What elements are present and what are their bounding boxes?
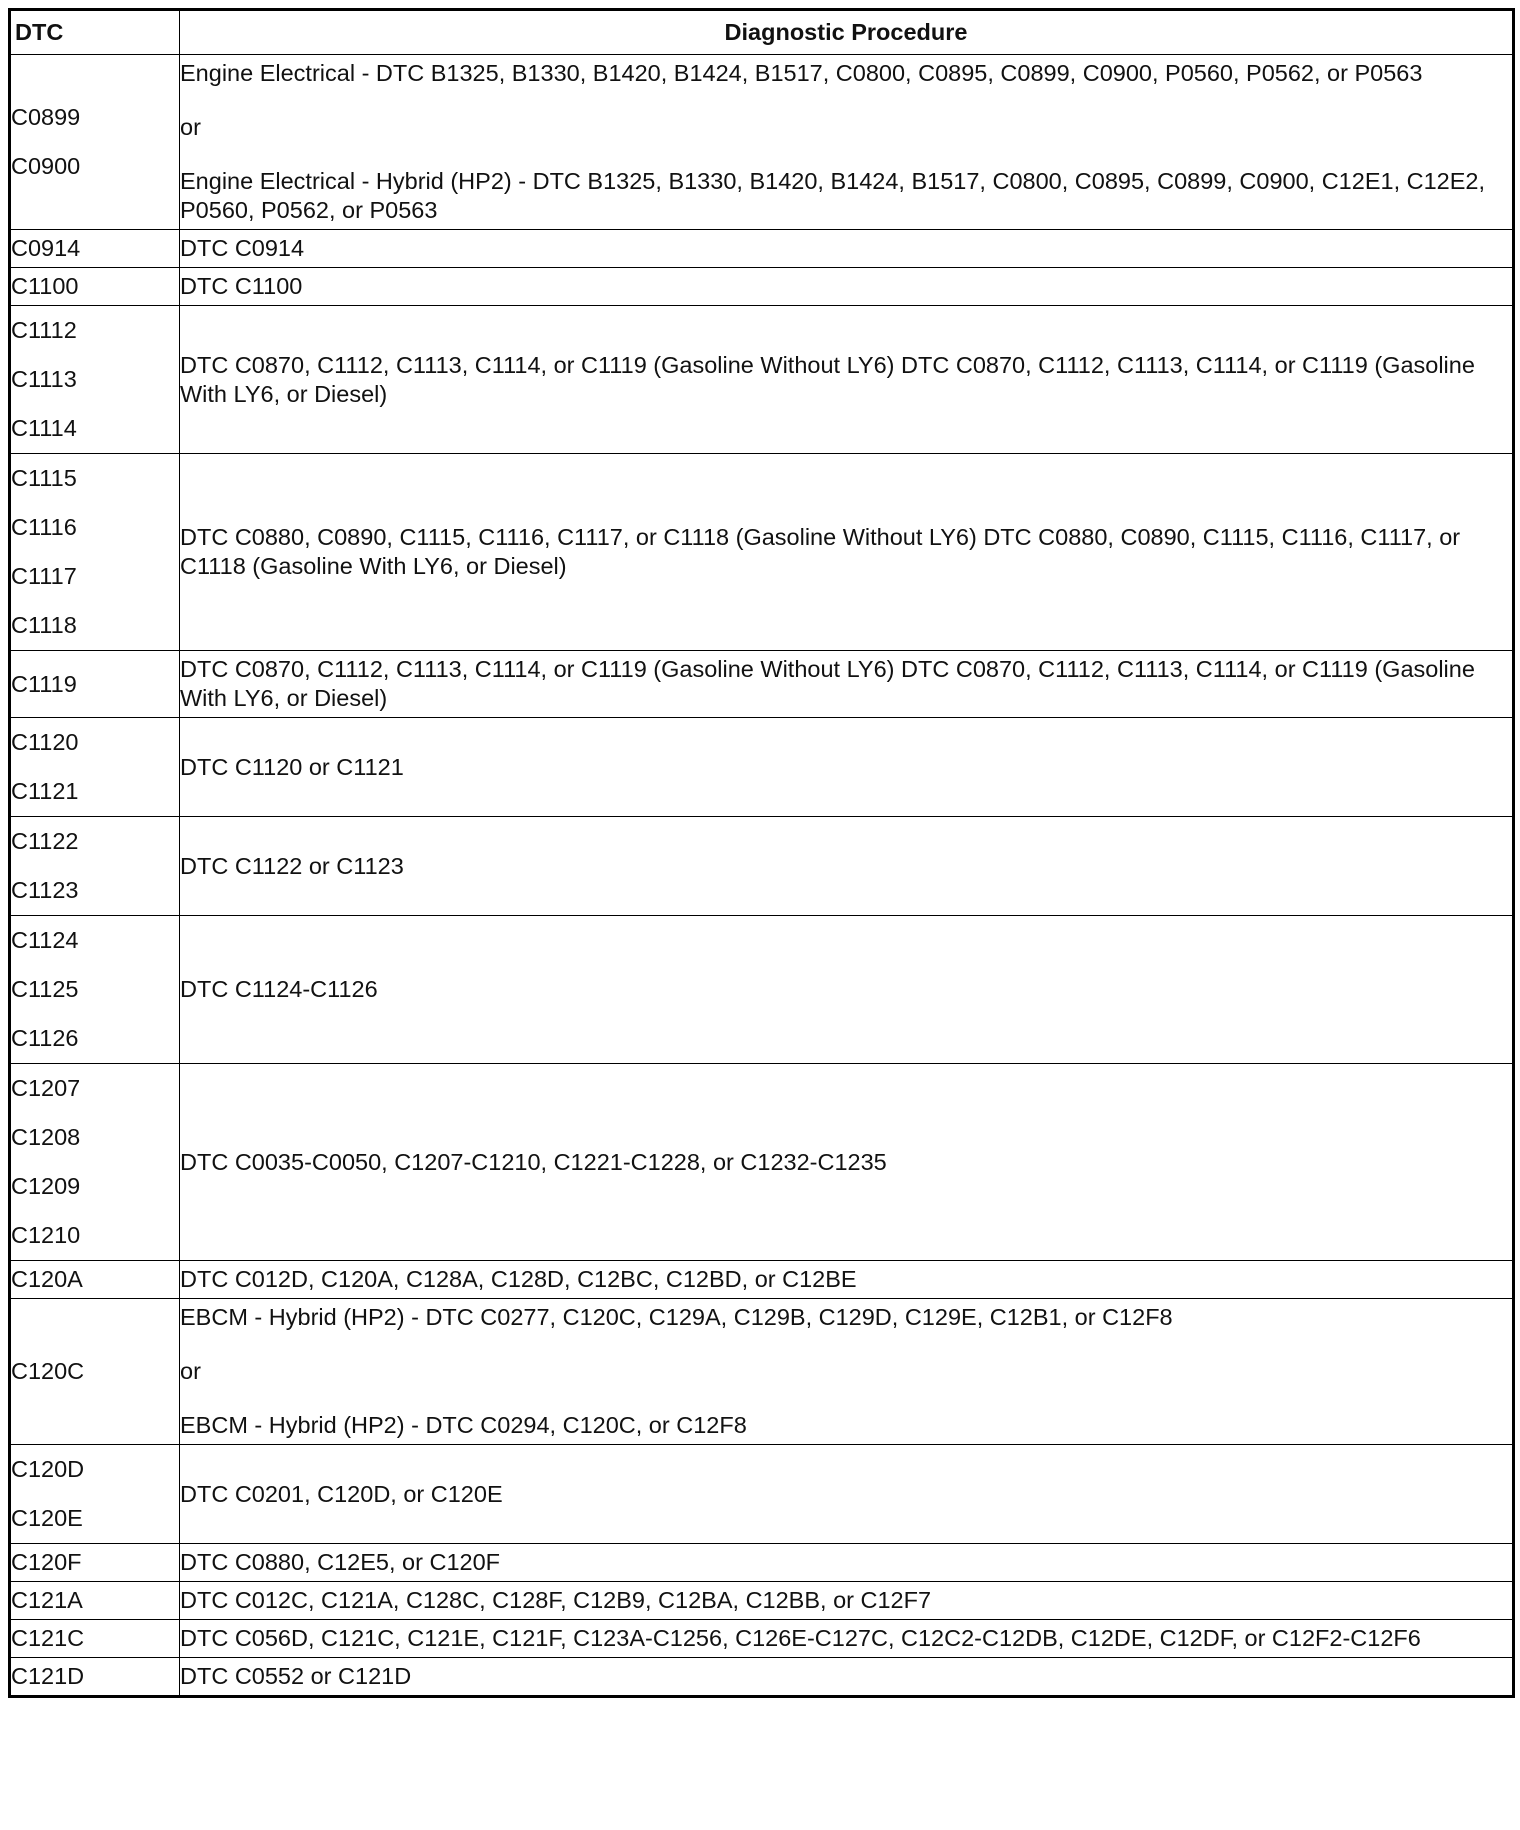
dtc-code-cell xyxy=(10,1620,180,1658)
procedure-text: DTC C0880, C0890, C1115, C1116, C1117, or C1118 (Gasoline Without LY6) DTC C0880, C0890, C1115, C1116, C1117, or C1118 (Gasoline With LY6, or Diesel) xyxy=(180,524,1461,579)
diagnostic-procedure-cell xyxy=(180,1658,1514,1697)
table-row xyxy=(10,651,1514,718)
dtc-code: C1121 xyxy=(11,778,79,804)
diagnostic-procedure-cell xyxy=(180,454,1514,651)
dtc-table xyxy=(8,8,1515,1698)
procedure-text: DTC C1120 or C1121 xyxy=(180,753,404,780)
procedure-column-header: Diagnostic Procedure xyxy=(180,10,1514,55)
diagnostic-procedure-cell xyxy=(180,1261,1514,1299)
table-row xyxy=(10,306,1514,454)
diagnostic-procedure-cell xyxy=(180,55,1514,230)
diagnostic-procedure-cell xyxy=(180,1620,1514,1658)
diagnostic-procedure-cell xyxy=(180,916,1514,1064)
diagnostic-procedure-cell xyxy=(180,1544,1514,1582)
table-row xyxy=(10,454,1514,651)
table-row xyxy=(10,1261,1514,1299)
dtc-code: C1114 xyxy=(11,415,77,441)
dtc-column-header: DTC xyxy=(10,10,180,55)
dtc-code: C120A xyxy=(11,1266,83,1292)
dtc-code-cell xyxy=(10,1544,180,1582)
dtc-code-cell xyxy=(10,55,180,230)
diagnostic-procedure-cell xyxy=(180,817,1514,916)
dtc-code-cell xyxy=(10,916,180,1064)
procedure-text: DTC C1122 or C1123 xyxy=(180,852,404,879)
diagnostic-procedure-cell xyxy=(180,651,1514,718)
procedure-separator: or xyxy=(180,114,201,140)
table-row xyxy=(10,55,1514,230)
diagnostic-procedure-cell xyxy=(180,268,1514,306)
diagnostic-procedure-cell xyxy=(180,1582,1514,1620)
table-row xyxy=(10,817,1514,916)
procedure-text: DTC C0870, C1112, C1113, C1114, or C1119 (Gasoline Without LY6) DTC C0870, C1112, C1113, C1114, or C1119 (Gasoline With LY6, or Diesel) xyxy=(180,656,1475,711)
dtc-code: C120D xyxy=(11,1456,85,1482)
dtc-code-cell xyxy=(10,1064,180,1261)
dtc-code: C1125 xyxy=(11,976,79,1002)
dtc-code-cell xyxy=(10,1582,180,1620)
dtc-code: C120C xyxy=(11,1358,85,1384)
dtc-code: C1117 xyxy=(11,563,77,589)
dtc-code-cell xyxy=(10,718,180,817)
table-row xyxy=(10,1064,1514,1261)
diagnostic-procedure-cell xyxy=(180,1445,1514,1544)
procedure-text: DTC C0035-C0050, C1207-C1210, C1221-C1228, or C1232-C1235 xyxy=(180,1148,887,1175)
procedure-text: DTC C0880, C12E5, or C120F xyxy=(180,1549,501,1575)
dtc-code: C0900 xyxy=(11,153,81,179)
procedure-text: EBCM - Hybrid (HP2) - DTC C0277, C120C, C129A, C129B, C129D, C129E, C12B1, or C12F8 xyxy=(180,1304,1173,1330)
table-row xyxy=(10,1620,1514,1658)
procedure-separator: or xyxy=(180,1358,201,1384)
table-row xyxy=(10,718,1514,817)
dtc-code: C0899 xyxy=(11,104,81,130)
diagnostic-procedure-cell xyxy=(180,1299,1514,1445)
dtc-code-cell xyxy=(10,306,180,454)
table-row xyxy=(10,1544,1514,1582)
dtc-code-cell xyxy=(10,268,180,306)
table-row xyxy=(10,1299,1514,1445)
procedure-text: DTC C0870, C1112, C1113, C1114, or C1119 (Gasoline Without LY6) DTC C0870, C1112, C1113, C1114, or C1119 (Gasoline With LY6, or Diesel) xyxy=(180,351,1475,407)
dtc-code: C121A xyxy=(11,1587,83,1613)
dtc-code: C0914 xyxy=(11,235,81,261)
procedure-text: Engine Electrical - Hybrid (HP2) - DTC B1325, B1330, B1420, B1424, B1517, C0800, C0895, C0899, C0900, C12E1, C12E2, P0560, P0562, or P0563 xyxy=(180,168,1486,223)
dtc-code: C1116 xyxy=(11,514,77,540)
procedure-text: DTC C0552 or C121D xyxy=(180,1663,412,1689)
procedure-text: DTC C0914 xyxy=(180,235,305,261)
dtc-code-cell xyxy=(10,454,180,651)
dtc-code-cell xyxy=(10,230,180,268)
diagnostic-procedure-cell xyxy=(180,1064,1514,1261)
table-row xyxy=(10,230,1514,268)
dtc-code: C1207 xyxy=(11,1075,81,1101)
dtc-code: C1208 xyxy=(11,1124,81,1150)
table-row xyxy=(10,268,1514,306)
table-row xyxy=(10,916,1514,1064)
diagnostic-procedure-cell xyxy=(180,230,1514,268)
dtc-code: C121C xyxy=(11,1625,85,1651)
procedure-text: DTC C012D, C120A, C128A, C128D, C12BC, C12BD, or C12BE xyxy=(180,1266,857,1292)
procedure-text: Engine Electrical - DTC B1325, B1330, B1420, B1424, B1517, C0800, C0895, C0899, C0900, P0560, P0562, or P0563 xyxy=(180,60,1423,86)
dtc-code: C1118 xyxy=(11,612,77,638)
dtc-code-cell xyxy=(10,1261,180,1299)
dtc-code: C1209 xyxy=(11,1173,81,1199)
table-body xyxy=(10,55,1514,1697)
dtc-code: C120E xyxy=(11,1505,83,1531)
procedure-text: EBCM - Hybrid (HP2) - DTC C0294, C120C, or C12F8 xyxy=(180,1412,747,1438)
dtc-code: C1119 xyxy=(11,670,77,697)
dtc-code: C1120 xyxy=(11,729,79,755)
dtc-code: C121D xyxy=(11,1663,85,1689)
dtc-code: C1122 xyxy=(11,828,79,854)
dtc-code: C1115 xyxy=(11,465,77,491)
dtc-code: C1124 xyxy=(11,927,79,953)
procedure-text: DTC C012C, C121A, C128C, C128F, C12B9, C12BA, C12BB, or C12F7 xyxy=(180,1587,932,1613)
dtc-code-cell xyxy=(10,817,180,916)
dtc-code: C1112 xyxy=(11,317,77,343)
procedure-text: DTC C056D, C121C, C121E, C121F, C123A-C1256, C126E-C127C, C12C2-C12DB, C12DE, C12DF, or C12F2-C12F6 xyxy=(180,1625,1421,1651)
dtc-code-cell xyxy=(10,1658,180,1697)
dtc-code-cell xyxy=(10,1445,180,1544)
table-header-row xyxy=(10,10,1514,55)
diagnostic-procedure-cell xyxy=(180,718,1514,817)
table-row xyxy=(10,1658,1514,1697)
dtc-code-cell xyxy=(10,651,180,718)
dtc-code: C120F xyxy=(11,1549,82,1575)
diagnostic-procedure-cell xyxy=(180,306,1514,454)
procedure-text: DTC C1124-C1126 xyxy=(180,976,378,1002)
dtc-code: C1210 xyxy=(11,1222,81,1248)
dtc-code: C1126 xyxy=(11,1025,79,1051)
table-row xyxy=(10,1582,1514,1620)
dtc-code: C1123 xyxy=(11,877,79,903)
procedure-text: DTC C0201, C120D, or C120E xyxy=(180,1480,503,1507)
table-row xyxy=(10,1445,1514,1544)
dtc-code-cell xyxy=(10,1299,180,1445)
dtc-code: C1113 xyxy=(11,366,77,392)
procedure-text: DTC C1100 xyxy=(180,273,303,299)
dtc-code: C1100 xyxy=(11,273,79,299)
